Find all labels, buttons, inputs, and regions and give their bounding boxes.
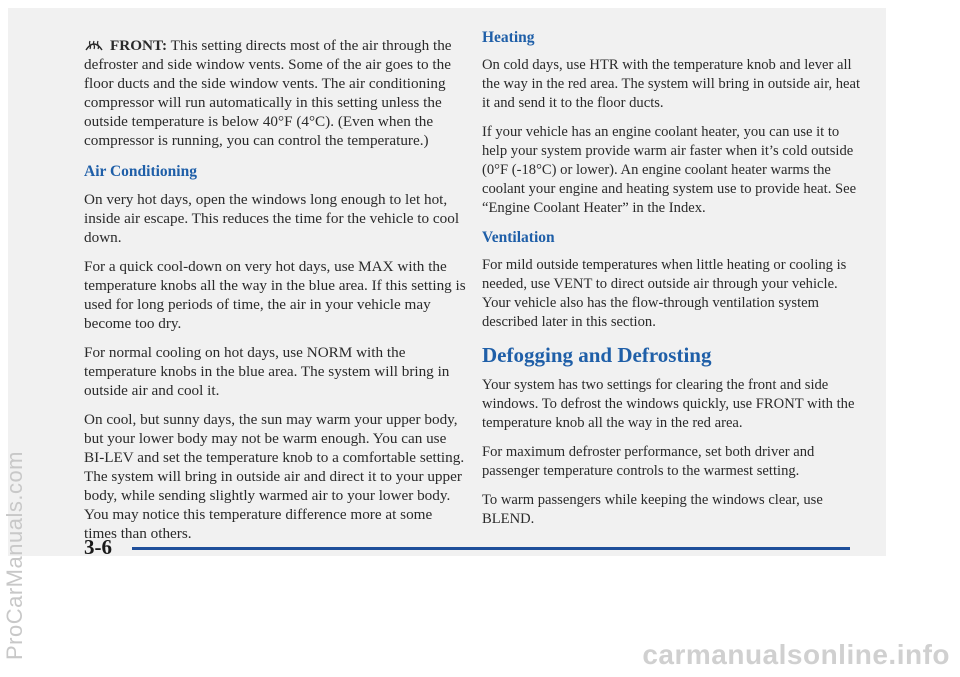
- side-watermark: ProCarManuals.com: [2, 450, 27, 660]
- bottom-watermark: carmanualsonline.info: [642, 639, 950, 670]
- ventilation-heading: Ventilation: [482, 229, 555, 246]
- front-text: This setting directs most of the air through the defroster and side window vents. Some of the air goes to the floor ducts and the side window vents. The air conditioning compressor will run automatically in this setting unless the outside temperature is below 40°F (4°C). (Even when the compressor is running, you can control the temperature.): [84, 37, 452, 149]
- ac-paragraph-1: On very hot days, open the windows long enough to let hot, inside air escape. This reduces the time for the vehicle to cool down.: [84, 191, 460, 246]
- right-column: [482, 28, 862, 539]
- defog-paragraph-2: For maximum defroster performance, set both driver and passenger temperature controls to the warmest setting.: [482, 444, 815, 479]
- heating-heading: Heating: [482, 29, 535, 46]
- air-conditioning-heading: Air Conditioning: [84, 163, 197, 180]
- left-column: [84, 36, 468, 553]
- defog-paragraph-3: To warm passengers while keeping the windows clear, use BLEND.: [482, 492, 823, 527]
- ac-paragraph-2: For a quick cool-down on very hot days, use MAX with the temperature knobs all the way in the blue area. If this setting is used for long periods of time, the air in your vehicle may become too dry.: [84, 258, 466, 332]
- front-setting-paragraph: [84, 36, 468, 150]
- windshield-defrost-icon: [84, 37, 104, 53]
- heating-paragraph-2: If your vehicle has an engine coolant heater, you can use it to help your system provide warm air faster when it’s cold outside (0°F (-18°C) or lower). An engine coolant heater warms the coolant your engine and heating system use to provide heat. See “Engine Coolant Heater” in the Index.: [482, 124, 857, 216]
- front-label: FRONT:: [110, 37, 168, 54]
- ac-paragraph-3: For normal cooling on hot days, use NORM with the temperature knobs in the blue area. The system will bring in outside air and cool it.: [84, 344, 450, 399]
- page-number: 3-6: [84, 535, 112, 559]
- defogging-heading: Defogging and Defrosting: [482, 343, 712, 367]
- ventilation-paragraph: For mild outside temperatures when little heating or cooling is needed, use VENT to direct outside air through your vehicle. Your vehicle also has the flow-through ventilation system described later in this section.: [482, 257, 847, 330]
- heating-paragraph-1: On cold days, use HTR with the temperature knob and lever all the way in the red area. The system will bring in outside air, heat it and send it to the floor ducts.: [482, 57, 861, 111]
- footer-rule: [132, 547, 850, 550]
- ac-paragraph-4: On cool, but sunny days, the sun may warm your upper body, but your lower body may not be warm enough. You can use BI-LEV and set the temperature knob to a comfortable setting. The system will bring in outside air and direct it to your upper body, while sending slightly warmed air to your lower body. You may notice this temperature difference more at some times than others.: [84, 411, 465, 542]
- manual-page: [8, 8, 886, 559]
- defog-paragraph-1: Your system has two settings for clearing the front and side windows. To defrost the windows quickly, use FRONT with the temperature knob all the way in the red area.: [482, 377, 855, 431]
